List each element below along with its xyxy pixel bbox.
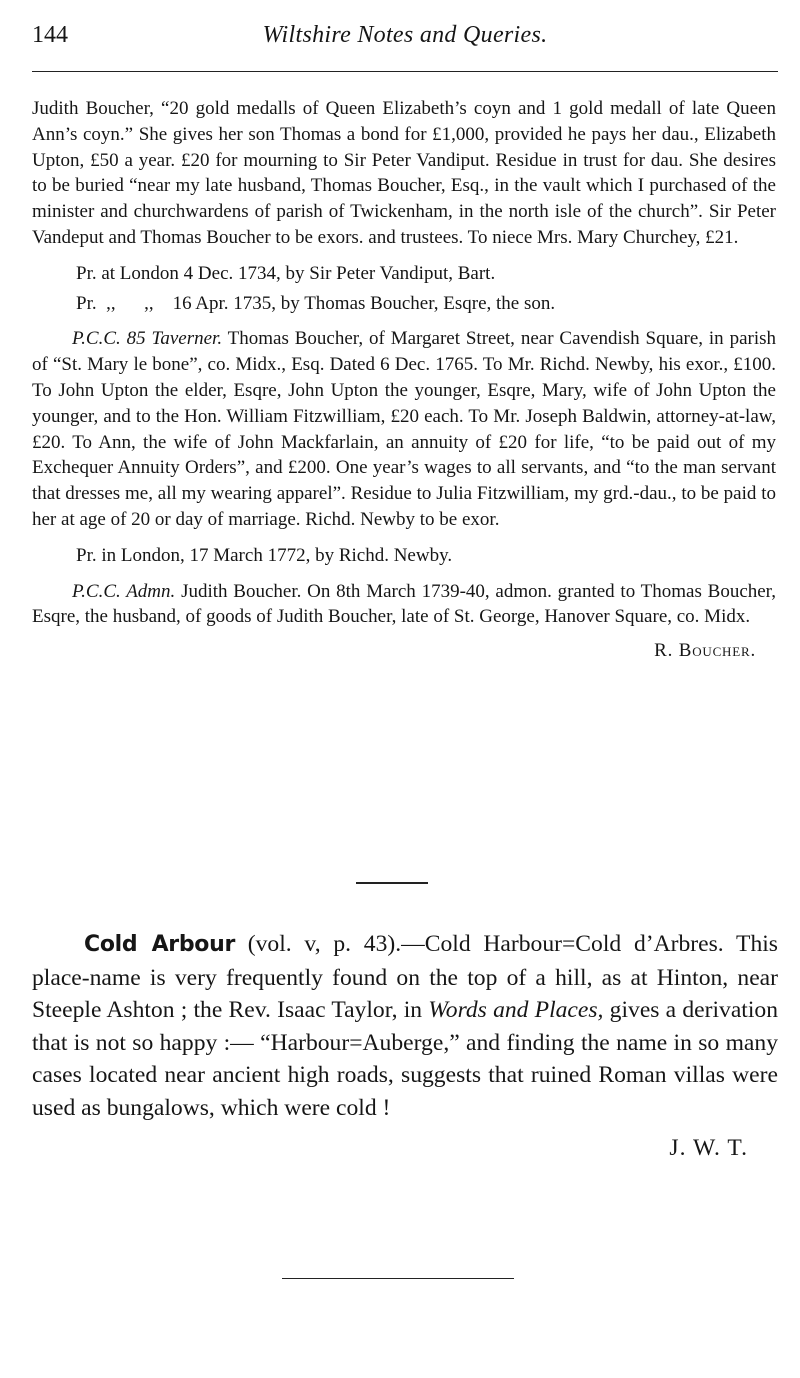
- note-text-a: (vol. v, p. 43).—Cold Harbour=Cold d’Arbres. This place-name is very frequently found on the top of a hill, as at Hinton, near Steeple Ashton ; the Rev. Isaac Taylor, in: [32, 931, 778, 1023]
- administration-text: Judith Boucher. On 8th March 1739-40, admon. granted to Thomas Boucher, Esqre, the husband, of goods of Judith Boucher, late of St. George, Hanover Square, co. Midx.: [32, 580, 776, 628]
- will-abstracts: [32, 96, 776, 664]
- page-number: 144: [32, 22, 68, 48]
- administration-paragraph: [32, 579, 776, 631]
- headword: Cold Arbour: [84, 932, 236, 957]
- cold-arbour-paragraph: [32, 928, 778, 1124]
- probate-line-3: Pr. in London, 17 March 1772, by Richd. Newby.: [76, 544, 453, 566]
- header-rule: [32, 71, 778, 72]
- will-paragraph-thomas-boucher: [32, 326, 776, 532]
- note-text-b: gives a derivation that is not so happy :— “Harbour=Auberge,” and finding the name in so many cases located near ancient high roads, suggests that ruined Roman villas were used as bungalows, which were cold !: [32, 997, 779, 1121]
- signature-jwt: J. W. T.: [669, 1135, 748, 1161]
- court-reference: P.C.C. 85 Taverner.: [72, 328, 223, 350]
- probate-line-2: Pr. ,, ,, 16 Apr. 1735, by Thomas Boucher, Esqre, the son.: [76, 292, 556, 314]
- page-header: [32, 22, 778, 56]
- probate-line-1: Pr. at London 4 Dec. 1734, by Sir Peter Vandiput, Bart.: [76, 262, 496, 284]
- will-text: Thomas Boucher, of Margaret Street, near Cavendish Square, in parish of “St. Mary le bone”, co. Midx., Esq. Dated 6 Dec. 1765. To Mr. Richd. Newby, his exor., £100. To John Upton the elder, Esqre, John Upton the younger, Esqre, Mary, wife of John Upton the younger, and to the Hon. William Fitzwilliam, £20 each. To Mr. Joseph Baldwin, attorney-at-law, £20. To Ann, the wife of John Mackfarlain, an annuity of £20 for life, “to be paid out of my Exchequer Annuity Orders”, and £200. One year’s wages to all servants, and “to the man servant that dresses me, all my wearing apparel”. Residue to Julia Fitzwilliam, my grd.-dau., to be paid to her at age of 20 or day of marriage. Richd. Newby to be exor.: [32, 328, 777, 530]
- will-paragraph-judith-boucher: Judith Boucher, “20 gold medalls of Queen Elizabeth’s coyn and 1 gold medall of late Queen Ann’s coyn.” She gives her son Thomas a bond for £1,000, provided he pays her dau., Elizabeth Upton, £50 a year. £20 for mourning to Sir Peter Vandiput. Residue in trust for dau. She desires to be buried “near my late husband, Thomas Boucher, Esq., in the vault which I purchased of the minister and churchwardens of parish of Twickenham, in the north isle of the church”. Sir Peter Vandeput and Thomas Boucher to be exors. and trustees. To niece Mrs. Mary Churchey, £21.: [32, 98, 776, 248]
- section-divider: [356, 882, 428, 884]
- book-title: Words and Places,: [428, 997, 604, 1023]
- cold-arbour-note: [32, 928, 778, 1165]
- court-reference: P.C.C. Admn.: [72, 580, 176, 602]
- signature-r-boucher: R. Boucher.: [654, 640, 756, 662]
- end-rule: [282, 1278, 514, 1279]
- running-title: Wiltshire Notes and Queries.: [262, 22, 548, 48]
